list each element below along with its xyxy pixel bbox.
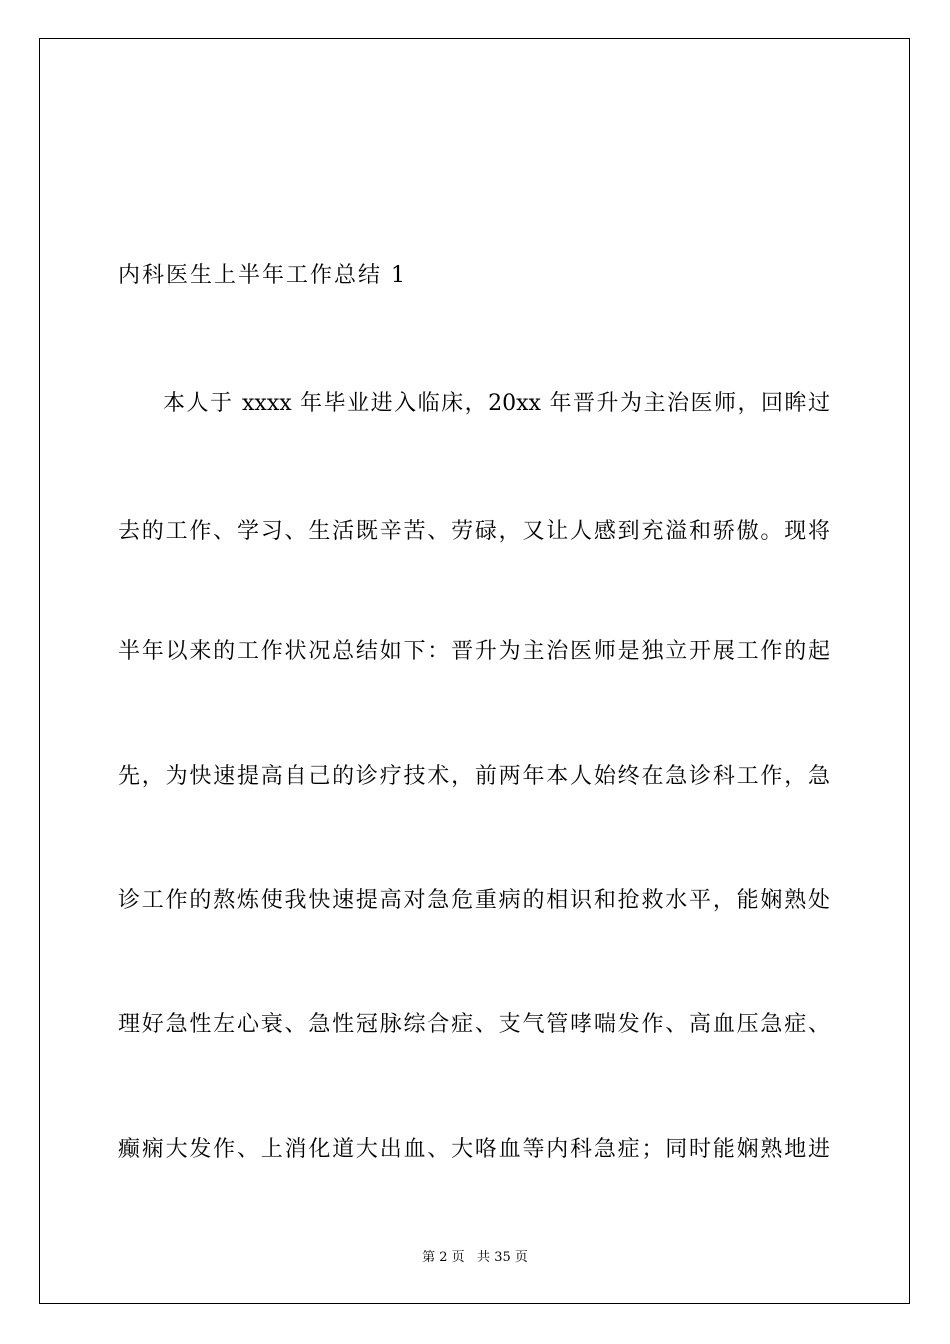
paragraph-line-3: 半年以来的工作状况总结如下：晋升为主治医师是独立开展工作的起 — [118, 639, 830, 664]
paragraph-line-2: 去的工作、学习、生活既辛苦、劳碌，又让人感到充溢和骄傲。现将 — [118, 519, 830, 544]
document-title: 内科医生上半年工作总结 1 — [118, 263, 407, 288]
paragraph-line-4: 先，为快速提高自己的诊疗技术，前两年本人始终在急诊科工作，急 — [118, 764, 830, 789]
page-number-footer: 第 2 页 共 35 页 — [422, 1250, 528, 1265]
page-border — [39, 38, 910, 1304]
paragraph-line-5: 诊工作的熬炼使我快速提高对急危重病的相识和抢救水平，能娴熟处 — [118, 888, 830, 913]
paragraph-line-6: 理好急性左心衰、急性冠脉综合症、支气管哮喘发作、高血压急症、 — [118, 1012, 830, 1037]
paragraph-line-7: 癫痫大发作、上消化道大出血、大咯血等内科急症；同时能娴熟地进 — [118, 1137, 830, 1162]
paragraph-line-1: 本人于 xxxx 年毕业进入临床，20xx 年晋升为主治医师，回眸过 — [163, 391, 830, 416]
